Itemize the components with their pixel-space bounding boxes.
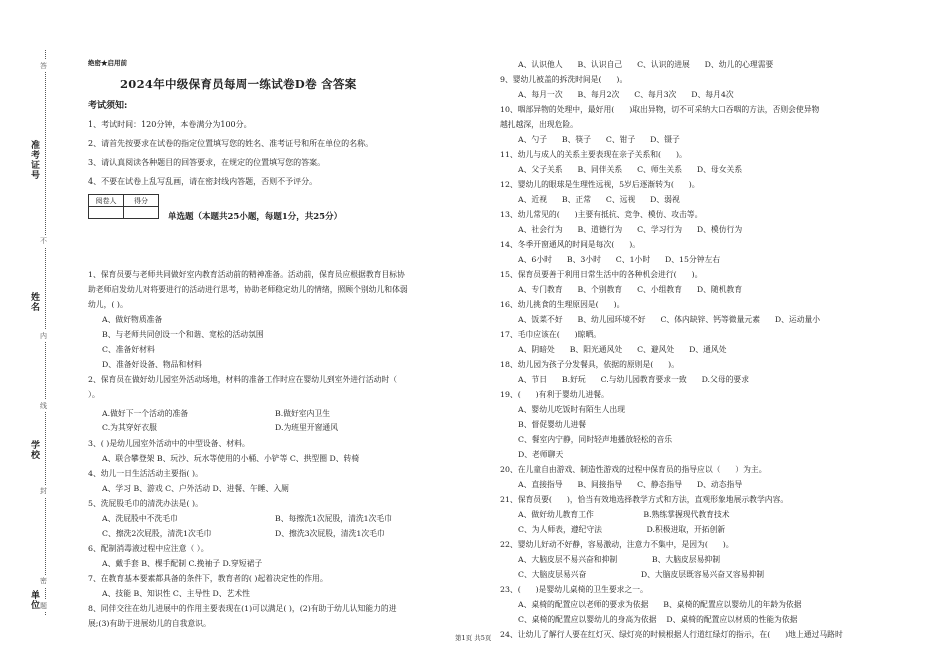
question-line: B、督促婴幼儿进餐: [518, 420, 587, 429]
question-line: A、节日 B.好玩 C.与幼儿园教育要求一致 D.父母的要求: [518, 375, 750, 384]
question-line: 21、保育员要( )，恰当有效地选择教学方式和方法，直观形象地展示教学内容。: [500, 495, 789, 504]
question-line: 2、保育员在做好幼儿园室外活动场地，材料的准备工作时应在婴幼儿到室外进行活动时（: [88, 375, 398, 384]
binding-label-name: 姓名: [29, 292, 39, 312]
question-line: 11、幼儿与成人的关系主要表现在亲子关系和( )。: [500, 150, 687, 159]
question-line: A、大脑皮层不易兴奋和抑制 B、大脑皮层易抑制: [518, 555, 720, 564]
notice-heading: 考试须知:: [88, 101, 128, 111]
question-line: C、准备好材料: [102, 345, 155, 354]
question-line: A、戴手套 B、棵手配制 C.挽袖子 D.穿短裙子: [102, 559, 263, 568]
binding-char: 封: [40, 487, 47, 495]
question-line: 7、在教育基本要素都具备的条件下，教育者的( )起着决定性的作用。: [88, 574, 328, 583]
question-line: A、做好物质准备: [102, 315, 163, 324]
question-line: 12、婴幼儿的眼球是生理性远视，5岁后逐渐转为( )。: [500, 180, 700, 189]
question-line: 19、( )有利于婴幼儿进餐。: [500, 390, 609, 399]
binding-char: 答: [40, 62, 47, 70]
question-line: 9、婴幼儿被盖的拆洗时间是( )。: [500, 75, 628, 84]
question-line: A、专门教育 B、个别教育 C、小组教育 D、随机教育: [518, 285, 743, 294]
question-line: A、直接指导 B、间接指导 C、静态指导 D、动态指导: [518, 480, 743, 489]
question-line: A、每月一次 B、每月2次 C、每月3次 D、每月4次: [518, 90, 734, 99]
question-line: C、擦洗2次屁股，清洗1次毛巾: [102, 529, 212, 538]
question-line: D、老师聊天: [518, 450, 564, 459]
question-line: 18、幼儿园为孩子分发餐具，依据的原则是( )。: [500, 360, 680, 369]
binding-char: 内: [40, 332, 47, 340]
page-footer: 第1页 共5页: [455, 634, 492, 642]
secret-mark: 绝密★启用前: [88, 59, 127, 67]
question-option: B、每擦洗1次屁股，清洗1次毛巾: [275, 514, 393, 523]
notice-item: 2、请首先按要求在试卷的指定位置填写您的姓名、准考证号和所在单位的名称。: [88, 139, 374, 148]
question-line: A、认识他人 B、认识自己 C、认识的进展 D、幼儿的心理需要: [518, 60, 774, 69]
question-line: C、大脑皮层易兴奋 D、大脑皮层既容易兴奋又容易抑制: [518, 570, 765, 579]
question-line: D、准备好设备、物品和材料: [102, 360, 202, 369]
question-line: 10、咽部异物的处理中，最好用( )取出异物，切不可采纳大口吞咽的方法，否则会使异物: [500, 105, 820, 114]
question-line: 13、幼儿常见的( )主要有抵抗、竞争、模仿、攻击等。: [500, 210, 703, 219]
question-line: A、洗屁股中不洗毛巾: [102, 514, 178, 523]
binding-label-exam-number: 准考证号: [29, 140, 39, 180]
question-line: 4、幼儿一日生活活动主要指( )。: [88, 469, 203, 478]
question-line: C、桌椅的配置应以婴幼儿的身高为依据 D、桌椅的配置应以材质的性能为依据: [518, 615, 798, 624]
question-line: 23、( )是婴幼儿桌椅的卫生要求之一。: [500, 585, 648, 594]
question-option: D、擦洗3次屁股，清洗1次毛巾: [275, 529, 385, 538]
notice-item: 4、不要在试卷上乱写乱画，请在密封线内答题，否则不予评分。: [88, 177, 318, 186]
binding-label-school: 学校: [29, 440, 39, 460]
binding-char: 密: [40, 577, 47, 585]
binding-char: 线: [40, 402, 47, 410]
binding-strip: [0, 0, 60, 671]
binding-char: 题: [40, 602, 47, 610]
score-blank: [124, 207, 159, 219]
question-option: B.做好室内卫生: [275, 409, 330, 418]
question-line: 展;(3)有助于进展幼儿的自我意识。: [88, 619, 211, 628]
question-line: A、父子关系 B、同伴关系 C、师生关系 D、母女关系: [518, 165, 743, 174]
question-line: 24、让幼儿了解行人要在红灯灭、绿灯亮的时候根据人行道红绿灯的指示，在( )地上通过马路时: [500, 630, 843, 639]
question-line: A、联合攀登架 B、玩沙、玩水等使用的小桶、小铲等 C、拱型圈 D、转椅: [102, 454, 360, 463]
score-table: [88, 194, 159, 219]
question-line: 幼儿，( )。: [88, 300, 128, 309]
question-line: A、饭菜不好 B、幼儿园环境不好 C、体内缺锌、钙等微量元素 D、运动量小: [518, 315, 821, 324]
question-line: 22、婴幼儿好动不好静，容易激动，注意力不集中，是因为( )。: [500, 540, 734, 549]
question-line: A、婴幼儿吃饭时有陌生人出现: [518, 405, 625, 414]
binding-label-unit: 单位: [29, 590, 39, 610]
score-cell: 得分: [124, 195, 159, 207]
question-line: A、社会行为 B、道德行为 C、学习行为 D、模仿行为: [518, 225, 743, 234]
question-line: 20、在儿童自由游戏、制造性游戏的过程中保育员的指导应以（ ）为主。: [500, 465, 767, 474]
grader-blank: [89, 207, 124, 219]
question-line: 越扎越深，出现危险。: [500, 120, 578, 129]
question-line: A、技能 B、知识性 C、主导性 D、艺术性: [102, 589, 250, 598]
question-line: C、为人师表，遵纪守法 D.积极进取，开拓创新: [518, 525, 726, 534]
question-line: A.做好下一个活动的准备: [102, 409, 189, 418]
notice-item: 3、请认真阅读各种题目的回答要求，在规定的位置填写您的答案。: [88, 158, 326, 167]
question-option: D.为班里开窗通风: [275, 423, 339, 432]
question-line: 助老师启发幼儿对将要进行的活动进行思考，协助老师稳定幼儿的情绪，照顾个别幼儿和体弱: [88, 285, 408, 294]
question-line: 17、毛巾应该在( )晾晒。: [500, 330, 602, 339]
question-line: ）。: [88, 390, 100, 399]
question-line: 16、幼儿挑食的生理原因是( )。: [500, 300, 625, 309]
question-line: A、近视 B、正常 C、远视 D、弱视: [518, 195, 680, 204]
question-line: 8、同伴交往在幼儿进展中的作用主要表现在(1)可以满足( )，(2)有助于幼儿认知能力的进: [88, 604, 397, 613]
question-line: 3、( )是幼儿园室外活动中的中型设备、材料。: [88, 439, 250, 448]
question-line: 6、配制消毒液过程中应注意（ ）。: [88, 544, 209, 553]
question-line: 15、保育员要善于利用日常生活中的各种机会进行( )。: [500, 270, 703, 279]
question-line: C、餐室内宁静，同时轻声地播放轻松的音乐: [518, 435, 673, 444]
grader-cell: 阅卷人: [89, 195, 124, 207]
question-line: C.为其穿好衣服: [102, 423, 157, 432]
binding-char: 不: [40, 237, 47, 245]
section-heading: 单选题（本题共25小题，每题1分，共25分）: [168, 212, 343, 222]
question-line: A、阴暗处 B、阳光通风处 C、避风处 D、通风处: [518, 345, 727, 354]
question-line: A、学习 B、游戏 C、户外活动 D、进餐、午睡、入厕: [102, 484, 289, 493]
question-line: 5、洗屁股毛巾的清洗办法是( )。: [88, 499, 203, 508]
question-line: A、勺子 B、筷子 C、钳子 D、镊子: [518, 135, 680, 144]
question-line: 1、保育员要与老师共同做好室内教育活动前的精神准备。活动前，保育员应根据教育目标协: [88, 270, 405, 279]
question-line: A、6小时 B、3小时 C、1小时 D、15分钟左右: [518, 255, 721, 264]
question-line: A、桌椅的配置应以老师的要求为依据 B、桌椅的配置应以婴幼儿的年龄为依据: [518, 600, 802, 609]
question-line: A、做好幼儿教育工作 B.熟练掌握现代教育技术: [518, 510, 730, 519]
notice-item: 1、考试时间：120分钟，本卷满分为100分。: [88, 120, 252, 129]
question-line: 14、冬季开窗通风的时间是每次( )。: [500, 240, 641, 249]
question-line: B、与老师共同创设一个和谐、宽松的活动氛围: [102, 330, 264, 339]
page-title: 2024年中级保育员每周一练试卷D卷 含答案: [120, 77, 357, 91]
